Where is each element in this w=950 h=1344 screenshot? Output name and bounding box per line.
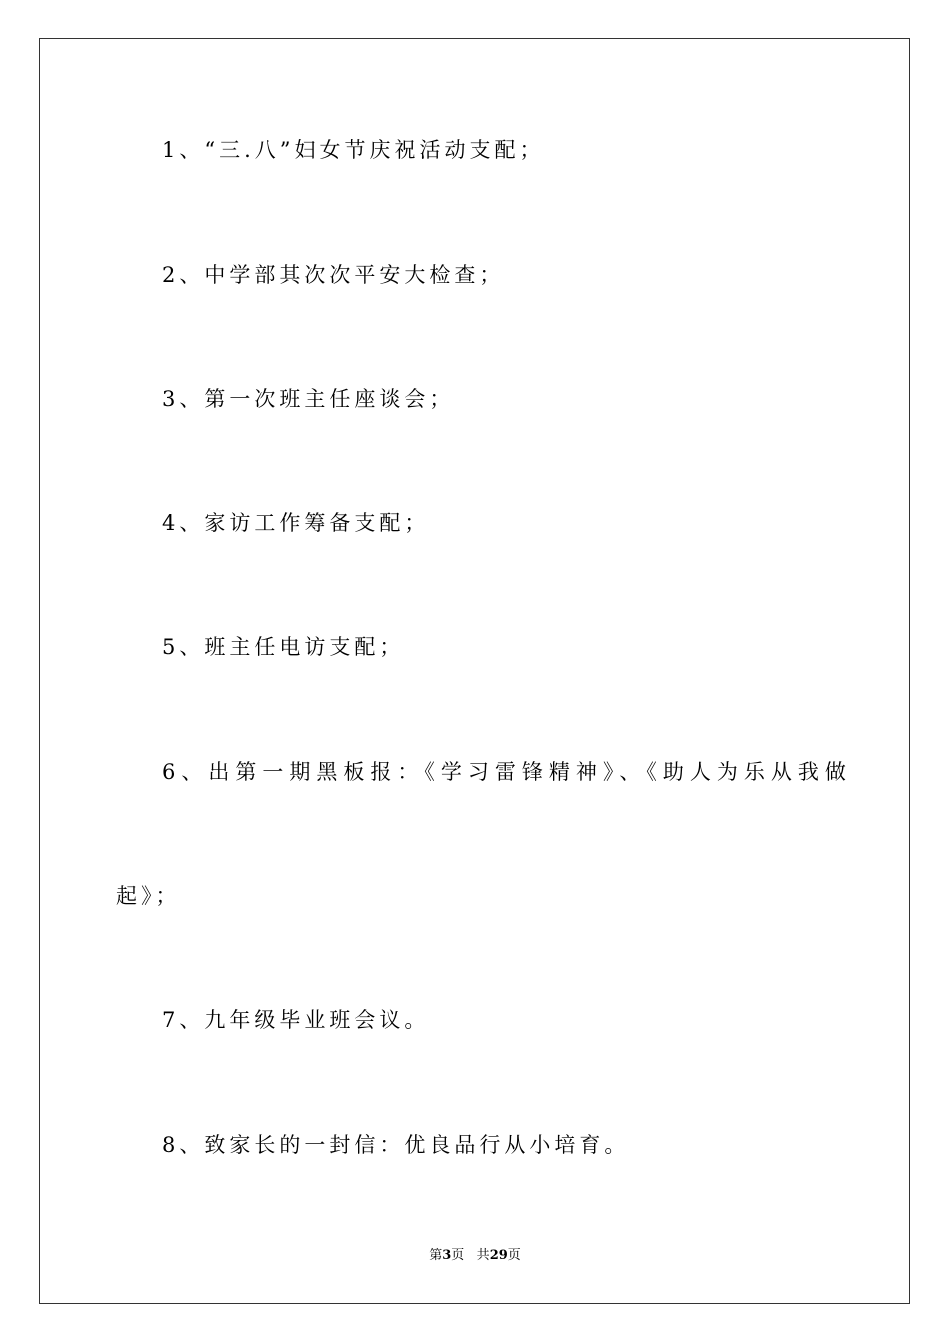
page-footer	[0, 1246, 950, 1266]
item-6: 6、出第一期黑板报：《学习雷锋精神》、《助人为乐从我做	[162, 760, 852, 784]
item-1: 1、“三.八”妇女节庆祝活动支配；	[162, 138, 545, 162]
item-7: 7、九年级毕业班会议。	[162, 1008, 430, 1032]
item-2: 2、中学部其次次平安大检查；	[162, 263, 505, 287]
item-6-continuation: 起》；	[116, 884, 181, 908]
total-pages: 29	[489, 1248, 508, 1263]
item-5: 5、班主任电访支配；	[162, 635, 405, 659]
item-3: 3、第一次班主任座谈会；	[162, 387, 455, 411]
total-suffix: 页	[507, 1248, 521, 1263]
page-number: 3	[442, 1248, 452, 1263]
page-prefix: 第	[429, 1248, 443, 1263]
item-4: 4、家访工作筹备支配；	[162, 511, 430, 535]
total-prefix: 共	[476, 1248, 490, 1263]
page-suffix: 页	[451, 1248, 465, 1263]
page-frame	[39, 38, 910, 1304]
item-8: 8、致家长的一封信：优良品行从小培育。	[162, 1133, 630, 1157]
